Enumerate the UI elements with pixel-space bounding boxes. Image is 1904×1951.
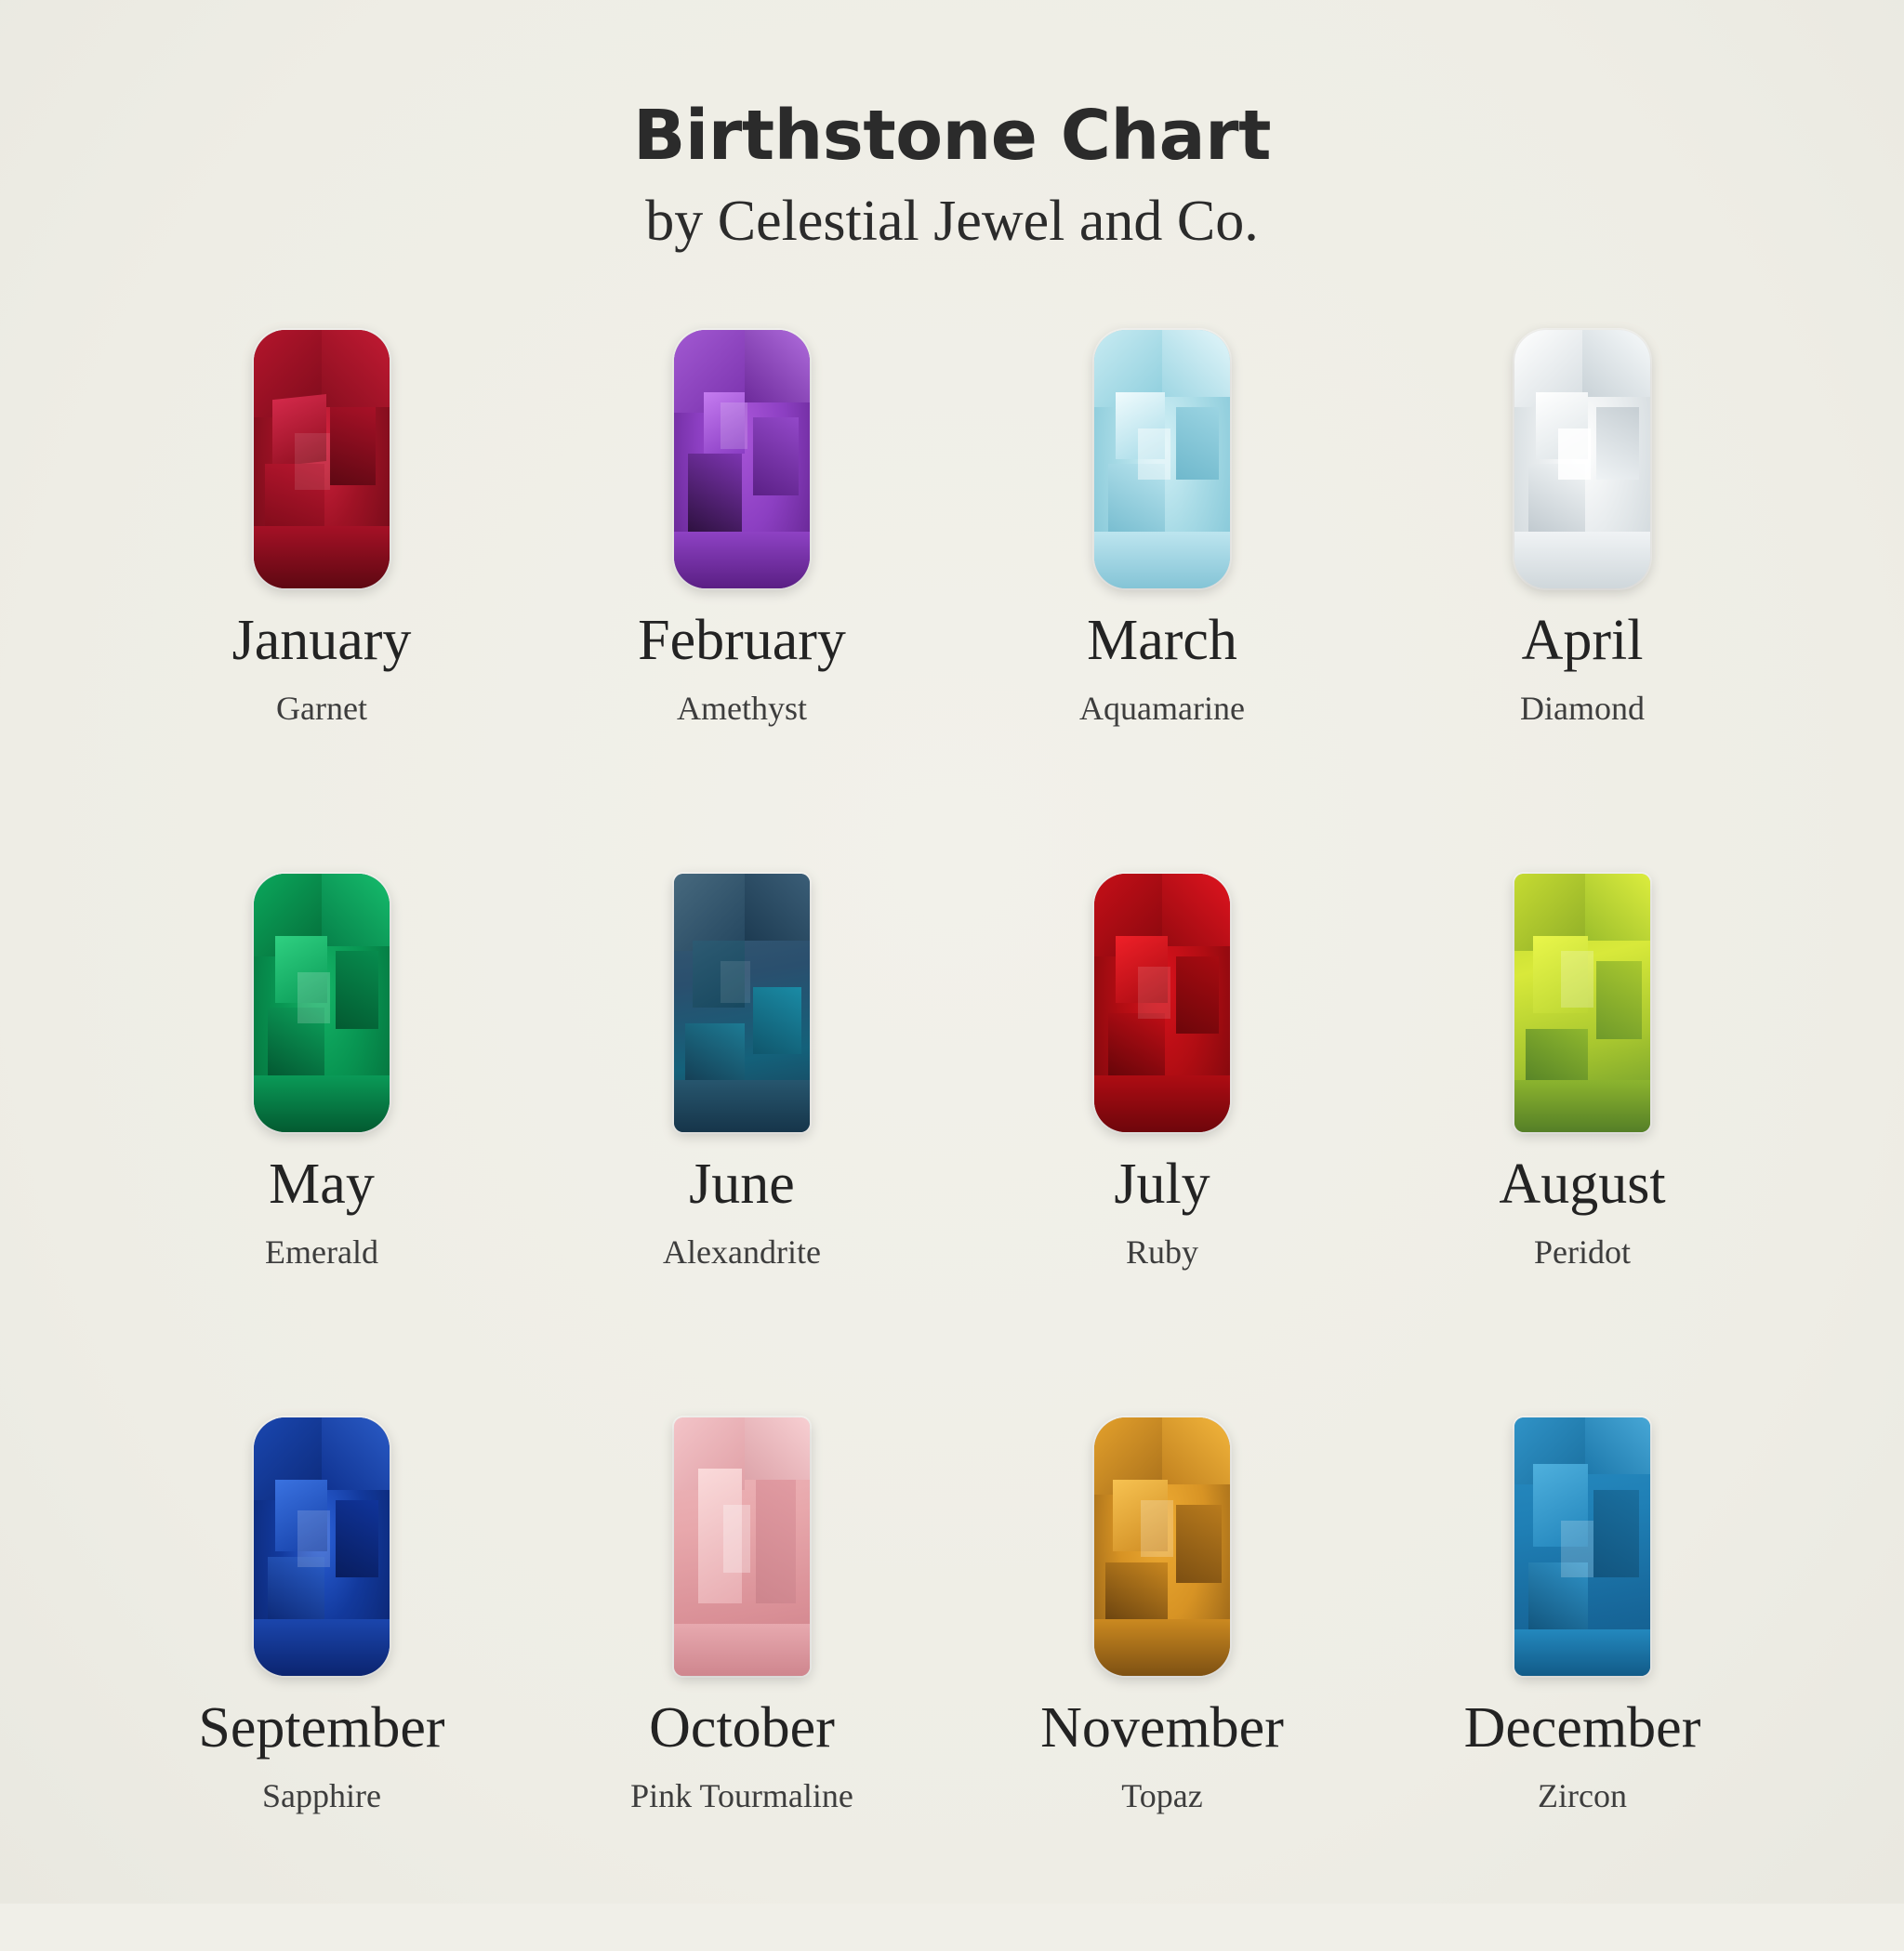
birthstone-cell xyxy=(1372,1407,1792,1951)
gem-sapphire-icon xyxy=(254,1417,390,1676)
gem-image-wrapper xyxy=(254,863,390,1142)
birthstone-cell xyxy=(112,320,532,863)
chart-header xyxy=(0,0,1904,253)
month-label: December xyxy=(1463,1695,1701,1760)
month-label: March xyxy=(1087,608,1237,672)
month-label: October xyxy=(649,1695,835,1760)
gem-emerald-icon xyxy=(254,874,390,1132)
stone-label: Sapphire xyxy=(262,1776,381,1814)
stone-label: Ruby xyxy=(1125,1233,1198,1271)
month-label: April xyxy=(1521,608,1644,672)
gem-pink-tourmaline-icon xyxy=(674,1417,810,1676)
gem-peridot-icon xyxy=(1514,874,1650,1132)
stone-label: Zircon xyxy=(1538,1776,1627,1814)
gem-image-wrapper xyxy=(1094,863,1230,1142)
month-label: May xyxy=(269,1152,375,1216)
birthstone-cell xyxy=(952,1407,1372,1951)
gem-image-wrapper xyxy=(254,320,390,599)
gem-aquamarine-icon xyxy=(1094,330,1230,588)
month-label: February xyxy=(638,608,846,672)
birthstone-cell xyxy=(1372,320,1792,863)
birthstone-cell xyxy=(952,863,1372,1407)
gem-amethyst-icon xyxy=(674,330,810,588)
gem-image-wrapper xyxy=(1094,1407,1230,1686)
birthstone-cell xyxy=(1372,863,1792,1407)
month-label: January xyxy=(231,608,412,672)
birthstone-cell xyxy=(532,1407,952,1951)
birthstone-cell xyxy=(112,1407,532,1951)
stone-label: Aquamarine xyxy=(1079,689,1245,727)
month-label: November xyxy=(1040,1695,1284,1760)
page-title: Birthstone Chart xyxy=(632,96,1271,176)
gem-image-wrapper xyxy=(254,1407,390,1686)
birthstone-cell xyxy=(112,863,532,1407)
stone-label: Diamond xyxy=(1520,689,1645,727)
month-label: August xyxy=(1499,1152,1666,1216)
gem-image-wrapper xyxy=(1514,320,1650,599)
stone-label: Pink Tourmaline xyxy=(630,1776,853,1814)
gem-image-wrapper xyxy=(674,1407,810,1686)
gem-garnet-icon xyxy=(254,330,390,588)
gem-diamond-icon xyxy=(1514,330,1650,588)
stone-label: Alexandrite xyxy=(663,1233,821,1271)
gem-alexandrite-icon xyxy=(674,874,810,1132)
gem-image-wrapper xyxy=(674,863,810,1142)
stone-label: Emerald xyxy=(265,1233,378,1271)
gem-image-wrapper xyxy=(1514,863,1650,1142)
gem-image-wrapper xyxy=(1094,320,1230,599)
gem-image-wrapper xyxy=(1514,1407,1650,1686)
birthstone-cell xyxy=(952,320,1372,863)
gem-image-wrapper xyxy=(674,320,810,599)
month-label: September xyxy=(198,1695,445,1760)
month-label: June xyxy=(689,1152,795,1216)
birthstone-cell xyxy=(532,863,952,1407)
stone-label: Garnet xyxy=(276,689,367,727)
gem-zircon-icon xyxy=(1514,1417,1650,1676)
birthstone-cell xyxy=(532,320,952,863)
page-subtitle: by Celestial Jewel and Co. xyxy=(645,189,1259,253)
birthstone-grid xyxy=(0,320,1904,1951)
gem-ruby-icon xyxy=(1094,874,1230,1132)
stone-label: Amethyst xyxy=(677,689,807,727)
stone-label: Peridot xyxy=(1534,1233,1631,1271)
month-label: July xyxy=(1114,1152,1210,1216)
stone-label: Topaz xyxy=(1121,1776,1203,1814)
gem-topaz-icon xyxy=(1094,1417,1230,1676)
